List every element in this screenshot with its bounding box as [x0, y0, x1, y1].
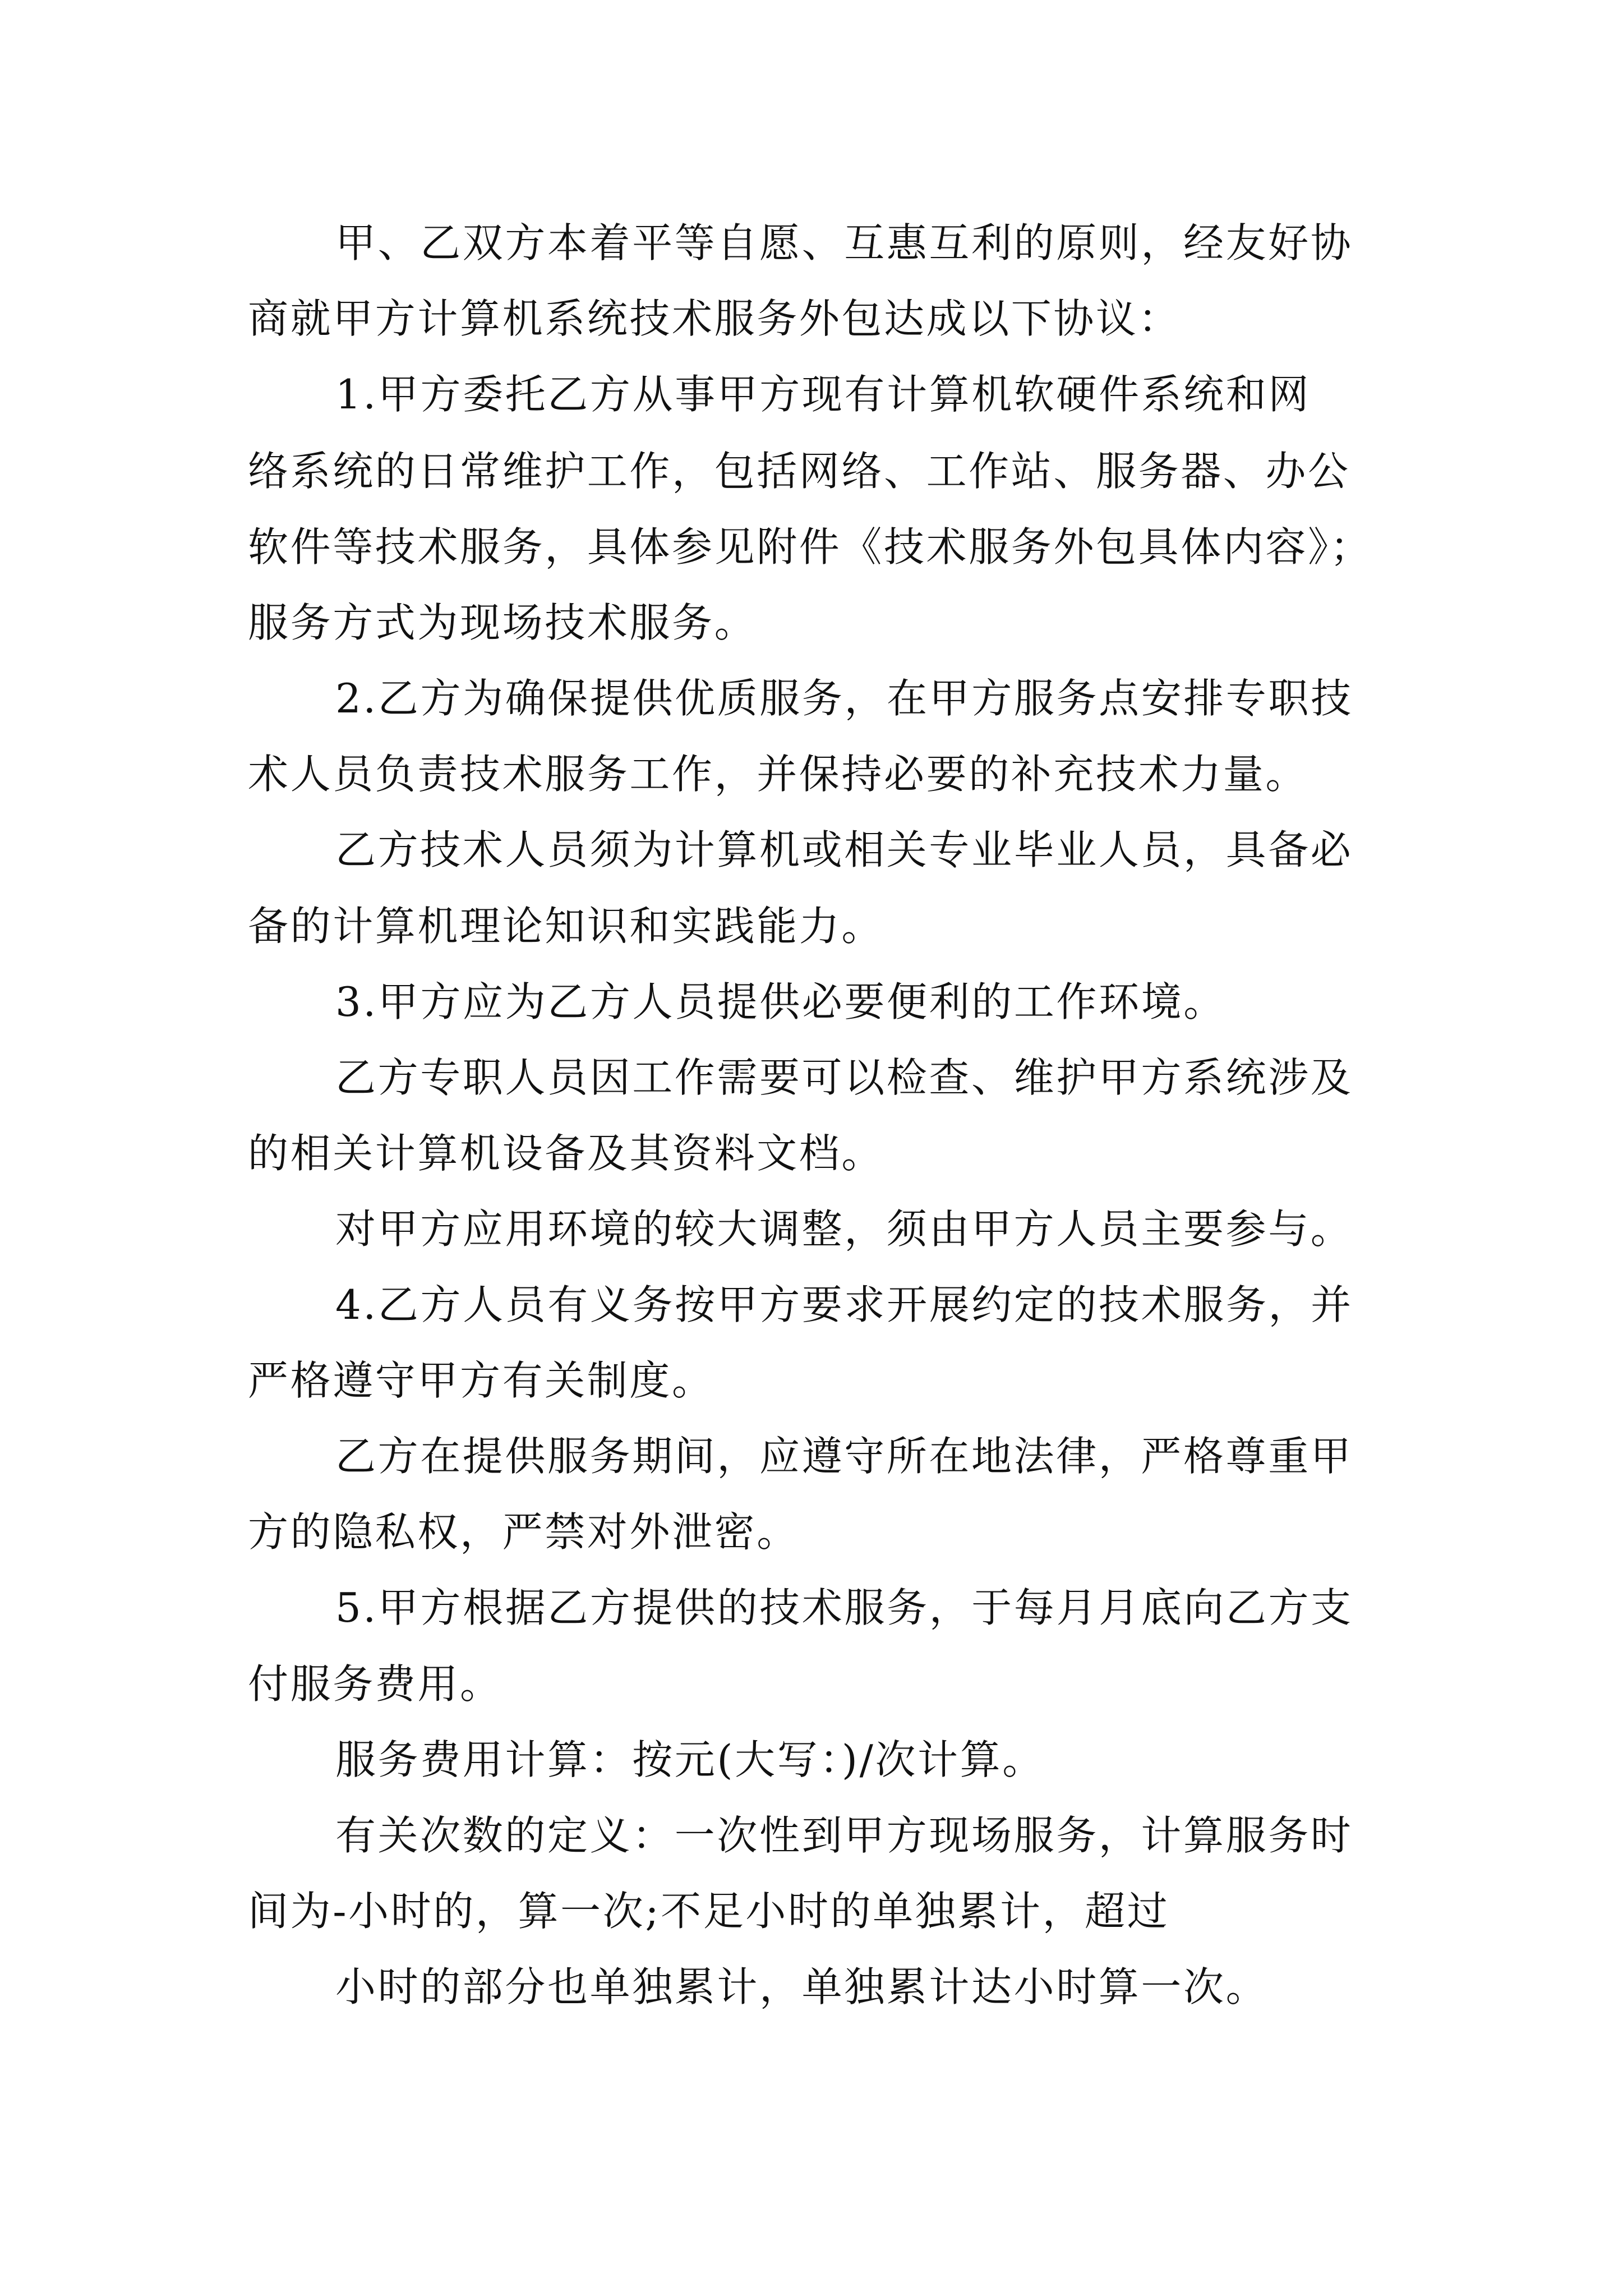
text-line-10: 备的计算机理论知识和实践能力。 — [248, 903, 884, 950]
text-line-24: 小时的部分也单独累计，单独累计达小时算一次。 — [335, 1963, 1269, 2010]
text-line-21: 服务费用计算：按元(大写：)/次计算。 — [335, 1736, 1045, 1783]
text-line-14: 对甲方应用环境的较大调整，须由甲方人员主要参与。 — [335, 1205, 1353, 1253]
text-line-17: 乙方在提供服务期间，应遵守所在地法律，严格尊重甲 — [335, 1433, 1353, 1480]
text-line-18: 方的隐私权，严禁对外泄密。 — [248, 1508, 799, 1556]
text-line-20: 付服务费用。 — [248, 1660, 502, 1708]
text-line-19: 5.甲方根据乙方提供的技术服务，于每月月底向乙方支 — [335, 1584, 1353, 1631]
text-line-3: 1.甲方委托乙方从事甲方现有计算机软硬件系统和网 — [335, 371, 1311, 418]
text-line-9: 乙方技术人员须为计算机或相关专业毕业人员，具备必 — [335, 826, 1353, 873]
text-line-13: 的相关计算机设备及其资料文档。 — [248, 1130, 884, 1177]
text-line-22: 有关次数的定义：一次性到甲方现场服务，计算服务时 — [335, 1812, 1353, 1859]
text-line-16: 严格遵守甲方有关制度。 — [248, 1357, 714, 1404]
text-line-4: 络系统的日常维护工作，包括网络、工作站、服务器、办公 — [248, 448, 1350, 495]
text-line-12: 乙方专职人员因工作需要可以检查、维护甲方系统涉及 — [335, 1054, 1353, 1101]
text-line-7: 2.乙方为确保提供优质服务，在甲方服务点安排专职技 — [335, 675, 1353, 722]
text-line-23: 间为-小时的，算一次;不足小时的单独累计，超过 — [248, 1888, 1170, 1935]
text-line-8: 术人员负责技术服务工作，并保持必要的补充技术力量。 — [248, 751, 1308, 798]
text-line-6: 服务方式为现场技术服务。 — [248, 599, 757, 646]
text-line-5: 软件等技术服务，具体参见附件《技术服务外包具体内容》； — [248, 523, 1373, 570]
text-line-15: 4.乙方人员有义务按甲方要求开展约定的技术服务，并 — [335, 1281, 1353, 1328]
text-line-1: 甲、乙双方本着平等自愿、互惠互利的原则，经友好协 — [335, 219, 1353, 266]
text-line-2: 商就甲方计算机系统技术服务外包达成以下协议： — [248, 295, 1181, 342]
text-line-11: 3.甲方应为乙方人员提供必要便利的工作环境。 — [335, 978, 1226, 1025]
